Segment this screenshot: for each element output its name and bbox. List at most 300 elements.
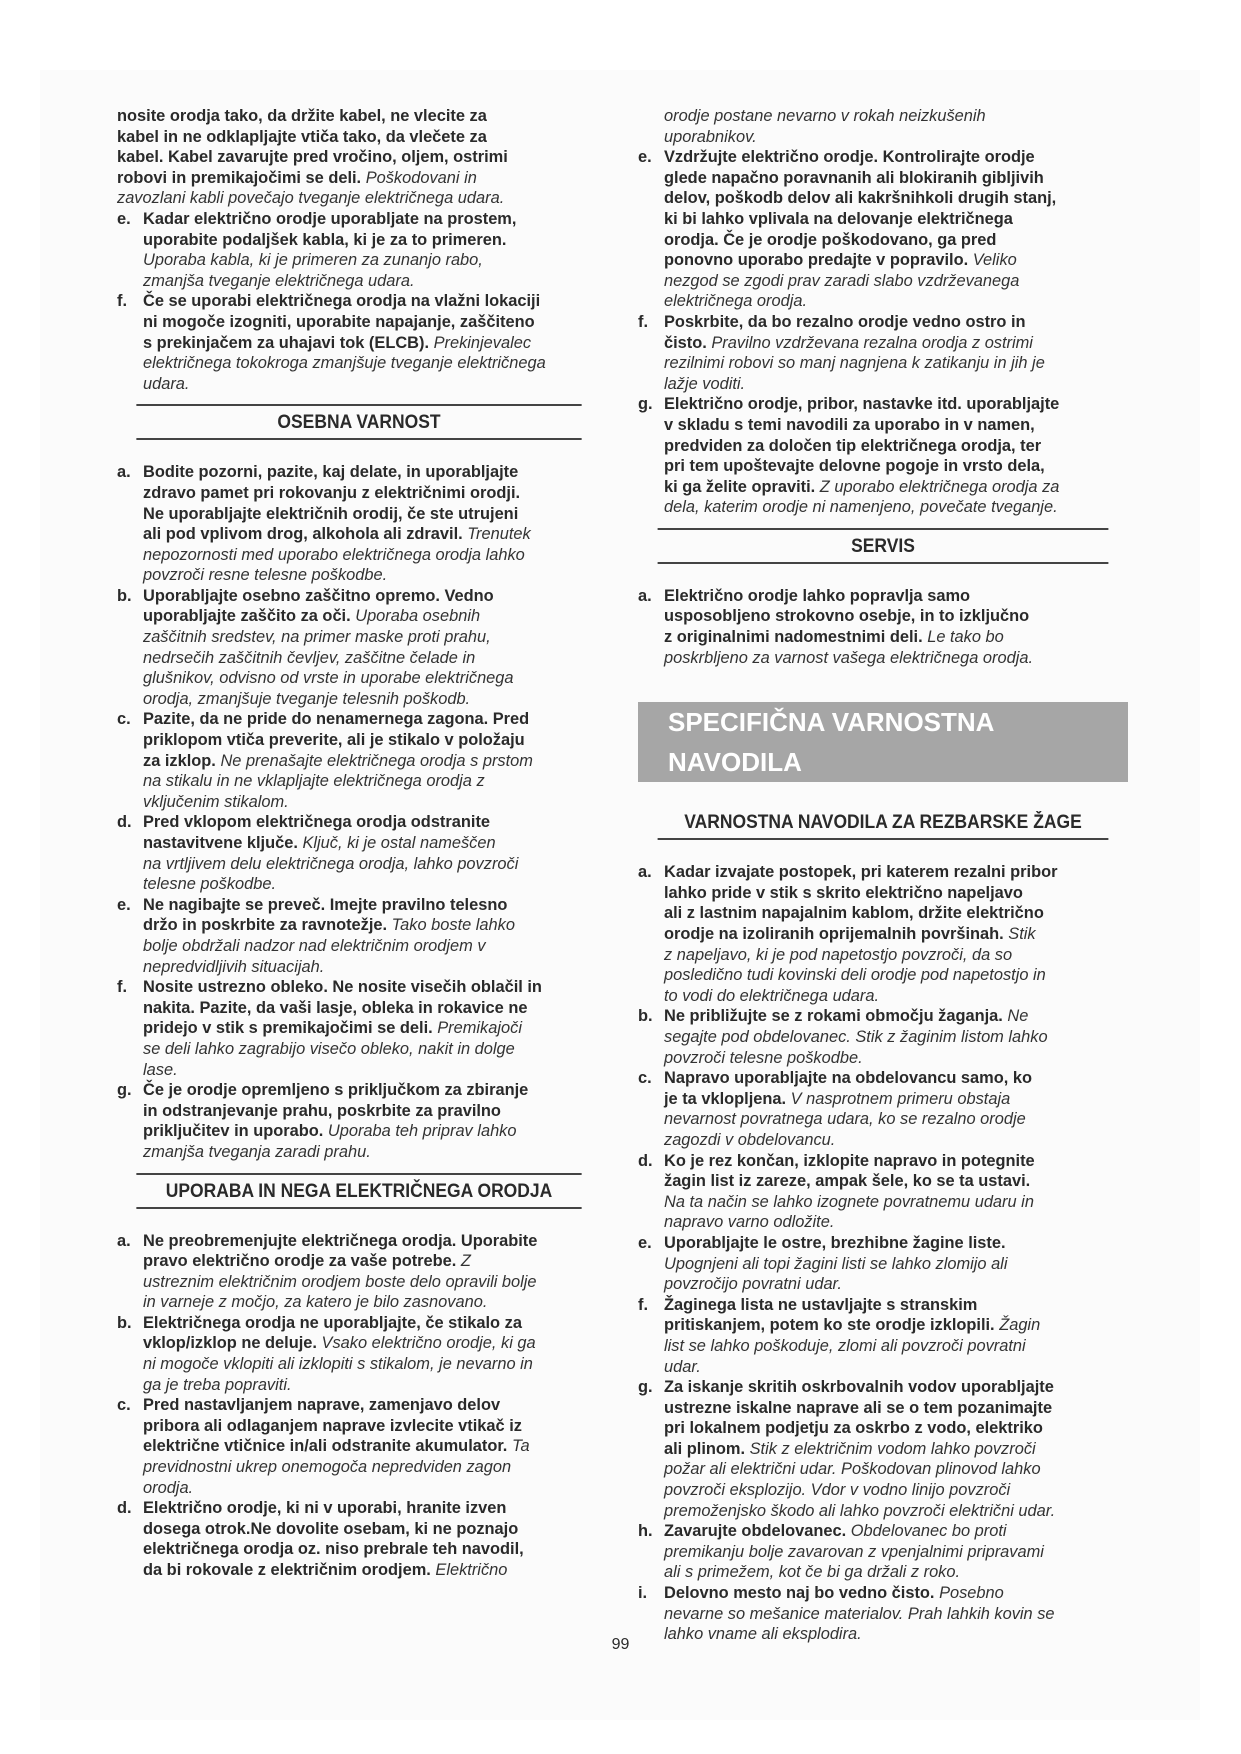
list-item-text xyxy=(143,291,601,394)
list-item-text xyxy=(664,1377,1128,1521)
list-marker: b. xyxy=(117,1313,132,1332)
text-line xyxy=(664,924,1128,945)
list-item xyxy=(638,862,1128,1006)
italic-text: ga je treba popraviti. xyxy=(143,1375,292,1394)
bold-text: električne vtičnice in/ali odstranite akumulator. xyxy=(143,1437,508,1456)
list-item-text xyxy=(664,394,1128,518)
italic-text: Upognjeni ali topi žagini listi se lahko zlomijo ali xyxy=(664,1254,1008,1273)
italic-text: Poškodovani in xyxy=(365,168,477,187)
text-line xyxy=(664,1151,1128,1172)
bold-text: čisto. xyxy=(664,333,707,352)
text-line xyxy=(143,709,601,730)
text-line xyxy=(143,504,601,525)
list-item xyxy=(117,1231,601,1313)
text-line xyxy=(664,477,1128,498)
list-marker: e. xyxy=(117,209,131,228)
text-line xyxy=(664,1274,1128,1295)
list-item-text xyxy=(143,709,601,812)
italic-text: Ne xyxy=(1007,1007,1029,1026)
italic-text: ni mogoče vklopiti ali izklopiti s stikalom, je nevarno in xyxy=(143,1355,533,1374)
text-line xyxy=(664,986,1128,1007)
bold-text: Ne preobremenjujte električnega orodja. Uporabite xyxy=(143,1231,538,1250)
list-marker: a. xyxy=(638,586,652,605)
text-line xyxy=(664,1501,1128,1522)
italic-text: Pravilno vzdrževana rezalna orodja z ostrimi xyxy=(711,333,1033,352)
list-item-text xyxy=(664,1006,1128,1068)
bold-text: pri lokalnem podjetju za oskrbo z vodo, elektriko xyxy=(664,1419,1043,1438)
text-line xyxy=(664,374,1128,395)
text-line xyxy=(143,1251,601,1272)
text-line xyxy=(664,415,1128,436)
text-line xyxy=(143,1333,601,1354)
list-marker: g. xyxy=(638,395,653,414)
text-line xyxy=(143,333,601,354)
list-item-text xyxy=(143,462,601,586)
list-item-text xyxy=(664,1068,1128,1150)
italic-text: vključenim stikalom. xyxy=(143,792,289,811)
italic-text: Le tako bo xyxy=(927,628,1004,647)
text-line xyxy=(664,1480,1128,1501)
text-line xyxy=(143,1060,601,1081)
bold-text: glede napačno poravnanih ali blokiranih gibljivih xyxy=(664,168,1044,187)
bold-text: predviden za določen tip električnega orodja, ter xyxy=(664,436,1042,455)
text-line xyxy=(143,854,601,875)
text-line xyxy=(664,127,1128,148)
italic-text: z napeljavo, ki je pod napetostjo povzroči, da so xyxy=(664,945,1013,964)
list-item-text xyxy=(143,1313,601,1395)
bold-text: Žaginega lista ne ustavljajte s stranskim xyxy=(664,1295,978,1314)
right-intro-paragraph xyxy=(638,106,1128,147)
list-item xyxy=(117,209,601,291)
text-line xyxy=(143,271,601,292)
text-line xyxy=(117,147,601,168)
italic-text: in varneje z močjo, za katero je bilo zasnovano. xyxy=(143,1293,488,1312)
bold-text: Električno orodje, pribor, nastavke itd. uporabljajte xyxy=(664,395,1060,414)
list-item-text xyxy=(143,1231,601,1313)
italic-text: Električno xyxy=(435,1561,508,1579)
text-line xyxy=(664,168,1128,189)
text-line xyxy=(143,1395,601,1416)
list-marker: c. xyxy=(117,1396,131,1415)
text-line xyxy=(143,771,601,792)
italic-text: električnega orodja. xyxy=(664,292,808,311)
italic-text: Ne prenašajte električnega orodja s prstom xyxy=(220,751,533,770)
italic-text: dela, katerim orodje ni namenjeno, povečate tveganje. xyxy=(664,498,1058,517)
text-line xyxy=(664,1192,1128,1213)
italic-text: nevarne so mešanice materialov. Prah lahkih kovin se xyxy=(664,1604,1055,1623)
right-column xyxy=(638,106,1128,1645)
italic-text: Trenutek xyxy=(467,525,531,544)
italic-text: list se lahko poškoduje, zlomi ali povzroči povratni xyxy=(664,1336,1026,1355)
text-line xyxy=(664,903,1128,924)
list-item-text xyxy=(664,862,1128,1006)
list-item-text xyxy=(664,1233,1128,1295)
text-line xyxy=(117,127,601,148)
list-marker: f. xyxy=(117,978,128,997)
italic-text: orodja, zmanjšuje tveganje telesnih poškodb. xyxy=(143,689,471,708)
list-marker: e. xyxy=(638,1233,652,1252)
list-item-text xyxy=(143,977,601,1080)
bold-text: v skladu s temi navodili za uporabo in v namen, xyxy=(664,415,1035,434)
italic-text: zmanjša tveganje električnega udara. xyxy=(143,271,415,290)
italic-text: V nasprotnem primeru obstaja xyxy=(790,1089,1011,1108)
bold-text: Kadar izvajate postopek, pri katerem rezalni pribor xyxy=(664,863,1058,882)
italic-text: lažje voditi. xyxy=(664,374,746,393)
italic-text: Stik xyxy=(1008,925,1036,944)
bold-text: z originalnimi nadomestnimi deli. xyxy=(664,628,923,647)
italic-text: Premikajoči xyxy=(437,1019,522,1038)
list-marker: c. xyxy=(117,710,131,729)
italic-text: nedrsečih zaščitnih čevljev, zaščitne čelade in xyxy=(143,648,476,667)
list-item xyxy=(638,1377,1128,1521)
text-line xyxy=(664,250,1128,271)
italic-text: Veliko xyxy=(972,251,1017,270)
list-marker: h. xyxy=(638,1522,653,1541)
text-line xyxy=(143,895,601,916)
text-line xyxy=(664,1109,1128,1130)
italic-text: udar. xyxy=(664,1357,701,1376)
text-line xyxy=(664,312,1128,333)
text-line xyxy=(664,188,1128,209)
text-line xyxy=(143,648,601,669)
list-item xyxy=(117,895,601,977)
italic-text: nepozornosti med uporabo električnega orodja lahko xyxy=(143,545,525,564)
italic-text: Z xyxy=(460,1252,471,1271)
italic-text: požar ali električni udar. Poškodovan plinovod lahko xyxy=(664,1460,1041,1479)
bold-text: orodja. Če je orodje poškodovano, ga pred xyxy=(664,230,997,249)
bold-text: Ko je rez končan, izklopite napravo in potegnite xyxy=(664,1151,1035,1170)
italic-text: bolje obdržali nadzor nad električnim orodjem v xyxy=(143,936,486,955)
text-line xyxy=(143,1272,601,1293)
bold-text: Delovno mesto naj bo vedno čisto. xyxy=(664,1584,935,1603)
list-item xyxy=(117,977,601,1080)
bold-text: Če je orodje opremljeno s priključkom za zbiranje xyxy=(143,1081,529,1100)
bold-text: za izklop. xyxy=(143,751,216,770)
text-line xyxy=(143,792,601,813)
list-item xyxy=(117,462,601,586)
bold-text: nosite orodja tako, da držite kabel, ne vlecite za xyxy=(117,107,487,125)
italic-text: ustreznim električnim orodjem boste delo opravili bolje xyxy=(143,1272,537,1291)
italic-text: telesne poškodbe. xyxy=(143,875,277,894)
text-line xyxy=(664,606,1128,627)
list-marker: d. xyxy=(117,1499,132,1518)
section-heading-uporaba-in-nega: UPORABA IN NEGA ELEKTRIČNEGA ORODJA xyxy=(136,1173,581,1209)
italic-text: segajte pod obdelovanec. Stik z žaginim listom lahko xyxy=(664,1028,1048,1046)
bold-text: vklop/izklop ne deluje. xyxy=(143,1334,317,1353)
bold-text: Bodite pozorni, pazite, kaj delate, in uporabljajte xyxy=(143,463,519,482)
bold-text: pribora ali odlaganjem naprave izvlecite vtikač iz xyxy=(143,1416,522,1435)
bold-text: Pazite, da ne pride do nenamernega zagona. Pred xyxy=(143,710,530,729)
osebna-varnost-list xyxy=(117,462,601,1162)
text-line xyxy=(143,998,601,1019)
bold-text: in odstranjevanje prahu, poskrbite za pravilno xyxy=(143,1101,501,1120)
text-line xyxy=(664,1439,1128,1460)
text-line xyxy=(664,1418,1128,1439)
italic-text: napravo varno odložite. xyxy=(664,1213,835,1232)
bold-text: Ne uporabljajte električnih orodij, če ste utrujeni xyxy=(143,504,519,523)
list-item xyxy=(638,394,1128,518)
bold-text: Ne nagibajte se preveč. Imejte pravilno telesno xyxy=(143,895,508,914)
text-line xyxy=(143,1142,601,1163)
text-line xyxy=(143,1457,601,1478)
text-line xyxy=(143,483,601,504)
list-item xyxy=(117,1395,601,1498)
italic-text: Na ta način se lahko izognete povratnemu udaru in xyxy=(664,1192,1034,1211)
bold-text: kabel. Kabel zavarujte pred vročino, oljem, ostrimi xyxy=(117,148,508,167)
bold-text: zdravo pamet pri rokovanju z električnimi orodji. xyxy=(143,483,521,502)
text-line xyxy=(143,606,601,627)
bold-text: uporabite podaljšek kabla, ki je za to primeren. xyxy=(143,230,507,249)
bold-text: lahko pride v stik s skrito električno napeljavo xyxy=(664,883,1023,902)
italic-text: zmanjša tveganja zaradi prahu. xyxy=(143,1142,371,1161)
text-line xyxy=(143,1018,601,1039)
bold-text: ustrezne iskalne naprave ali se o tem pozanimajte xyxy=(664,1398,1053,1417)
italic-text: povzroči resne telesne poškodbe. xyxy=(143,566,388,585)
text-line xyxy=(664,945,1128,966)
text-line xyxy=(143,957,601,978)
text-line xyxy=(664,1398,1128,1419)
bold-text: električnega orodja oz. niso prebrale teh navodil, xyxy=(143,1540,524,1559)
text-line xyxy=(117,168,601,189)
list-marker: f. xyxy=(638,312,649,331)
text-line xyxy=(664,1459,1128,1480)
list-item xyxy=(638,1233,1128,1295)
text-line xyxy=(143,353,601,374)
list-item-text xyxy=(143,586,601,710)
italic-text: Vsako električno orodje, ki ga xyxy=(321,1334,536,1353)
text-line xyxy=(664,1562,1128,1583)
text-line xyxy=(117,106,601,127)
italic-text: orodja. xyxy=(143,1478,194,1497)
text-line xyxy=(143,812,601,833)
list-item-text xyxy=(143,1080,601,1162)
list-marker: e. xyxy=(638,148,652,167)
bold-text: Napravo uporabljajte na obdelovancu samo, ko xyxy=(664,1069,1032,1088)
bold-text: žagin list iz zareze, ampak šele, ko se ta ustavi. xyxy=(664,1172,1031,1191)
text-line xyxy=(143,627,601,648)
text-line xyxy=(143,1313,601,1334)
italic-text: nepredvidljivih situacijah. xyxy=(143,957,325,976)
list-item-text xyxy=(664,1295,1128,1377)
text-line xyxy=(143,1539,601,1560)
italic-text: nezgod se zgodi prav zaradi slabo vzdrževanega xyxy=(664,271,1020,290)
list-item xyxy=(117,1313,601,1395)
text-line xyxy=(143,1416,601,1437)
list-item xyxy=(638,1295,1128,1377)
bold-text: Za iskanje skritih oskrbovalnih vodov uporabljajte xyxy=(664,1378,1054,1397)
bold-text: ni mogoče izogniti, uporabite napajanje, zaščiteno xyxy=(143,312,535,331)
bold-text: Pred vklopom električnega orodja odstranite xyxy=(143,813,491,832)
text-line xyxy=(664,209,1128,230)
rezbarske-zage-list xyxy=(638,862,1128,1645)
bold-text: uporabljajte zaščito za oči. xyxy=(143,607,351,626)
italic-text: posledično tudi kovinski deli orodje pod napetostjo in xyxy=(664,966,1046,985)
italic-text: lahko vname ali eksplodira. xyxy=(664,1625,862,1644)
text-line xyxy=(143,915,601,936)
italic-text: orodje postane nevarno v rokah neizkušenih xyxy=(664,107,986,125)
bold-text: Vzdržujte električno orodje. Kontrolirajte orodje xyxy=(664,148,1035,167)
bold-text: Poskrbite, da bo rezalno orodje vedno ostro in xyxy=(664,312,1026,331)
bold-text: Električno orodje lahko popravlja samo xyxy=(664,586,971,605)
text-line xyxy=(664,230,1128,251)
bold-text: priklopom vtiča preverite, ali je stikalo v položaju xyxy=(143,731,525,750)
list-item xyxy=(638,586,1128,668)
servis-list xyxy=(638,586,1128,668)
left-pre-list xyxy=(117,209,601,394)
bold-text: ali plinom. xyxy=(664,1439,746,1458)
italic-text: lase. xyxy=(143,1060,178,1079)
list-item xyxy=(117,291,601,394)
text-line xyxy=(664,586,1128,607)
italic-text: nevarnost povratnega udara, ko se rezalno orodje xyxy=(664,1110,1026,1129)
text-line xyxy=(143,1101,601,1122)
text-line xyxy=(664,291,1128,312)
text-line xyxy=(664,394,1128,415)
text-line xyxy=(664,627,1128,648)
list-item xyxy=(638,1068,1128,1150)
text-line xyxy=(143,462,601,483)
bold-text: kabel in ne odklapljajte vtiča tako, da vlečete za xyxy=(117,127,487,146)
text-line xyxy=(143,524,601,545)
bold-text: držo in poskrbite za ravnotežje. xyxy=(143,916,388,935)
left-column xyxy=(117,106,601,1581)
bold-text: nastavitvene ključe. xyxy=(143,834,298,852)
italic-text: Stik z električnim vodom lahko povzroči xyxy=(749,1439,1036,1458)
text-line xyxy=(143,1292,601,1313)
list-item-text xyxy=(664,147,1128,312)
italic-text: Uporaba osebnih xyxy=(355,607,481,626)
list-item-text xyxy=(143,1498,601,1580)
text-line xyxy=(143,874,601,895)
text-line xyxy=(143,1121,601,1142)
bold-text: ali pod vplivom drog, alkohola ali zdravil. xyxy=(143,525,463,544)
italic-text: glušnikov, odvisno od vrste in uporabe električnega xyxy=(143,669,514,688)
text-line xyxy=(143,209,601,230)
bold-text: Električnega orodja ne uporabljajte, če stikalo za xyxy=(143,1313,522,1332)
bold-text: delov, poškodb delov ali kakršnihkoli drugih stanj, xyxy=(664,189,1057,208)
bold-text: s prekinjačem za uhajavi tok (ELCB). xyxy=(143,333,430,352)
bold-text: ponovno uporabo predajte v popravilo. xyxy=(664,251,969,270)
italic-text: poskrbljeno za varnost vašega električnega orodja. xyxy=(664,648,1034,667)
text-line xyxy=(143,1519,601,1540)
bold-text: orodje na izoliranih oprijemalnih površinah. xyxy=(664,925,1004,944)
italic-text: Obdelovanec bo proti xyxy=(850,1522,1007,1541)
list-item-text xyxy=(143,895,601,977)
bold-text: pritiskanjem, potem ko ste orodje izklopili. xyxy=(664,1316,995,1335)
bold-text: robovi in premikajočimi se deli. xyxy=(117,168,362,187)
list-item xyxy=(117,1080,601,1162)
bold-text: Pred nastavljanjem naprave, zamenjavo delov xyxy=(143,1396,501,1415)
page-number: 99 xyxy=(611,1636,630,1653)
text-line xyxy=(664,1315,1128,1336)
list-item xyxy=(638,1521,1128,1583)
text-line xyxy=(143,1080,601,1101)
italic-text: to vodi do električnega udara. xyxy=(664,986,880,1005)
italic-text: povzročijo povratni udar. xyxy=(664,1275,842,1294)
list-item xyxy=(117,812,601,894)
italic-text: se deli lahko zagrabijo visečo obleko, nakit in dolge xyxy=(143,1039,515,1058)
text-line xyxy=(664,1130,1128,1151)
text-line xyxy=(664,271,1128,292)
list-marker: a. xyxy=(638,863,652,882)
italic-text: ali s primežem, kot če bi ga držali z roko. xyxy=(664,1563,961,1582)
list-item-text xyxy=(143,1395,601,1498)
italic-text: povzroči telesne poškodbe. xyxy=(664,1048,863,1067)
text-line xyxy=(664,1604,1128,1625)
text-line xyxy=(143,374,601,395)
list-marker: f. xyxy=(638,1295,649,1314)
italic-text: Žagin xyxy=(999,1316,1041,1335)
bold-text: pravo električno orodje za vaše potrebe. xyxy=(143,1252,457,1271)
text-line xyxy=(143,1231,601,1252)
list-item-text xyxy=(143,812,601,894)
italic-text: premikanju bolje zavarovan z vpenjalnimi pripravami xyxy=(664,1542,1044,1561)
bold-text: Električno orodje, ki ni v uporabi, hranite izven xyxy=(143,1499,507,1518)
bold-text: da bi rokovale z električnim orodjem. xyxy=(143,1561,431,1579)
list-marker: i. xyxy=(638,1584,648,1603)
text-line xyxy=(143,689,601,710)
text-line xyxy=(143,1354,601,1375)
text-line xyxy=(143,730,601,751)
text-line xyxy=(664,1027,1128,1048)
text-line xyxy=(143,1375,601,1396)
italic-text: Ta xyxy=(511,1437,530,1456)
text-line xyxy=(664,1357,1128,1378)
italic-text: Prekinjevalec xyxy=(433,333,532,352)
list-item-text xyxy=(664,312,1128,394)
text-line xyxy=(664,1171,1128,1192)
list-item-text xyxy=(143,209,601,291)
text-line xyxy=(143,977,601,998)
text-line xyxy=(664,1068,1128,1089)
italic-text: previdnostni ukrep onemogoča nepredviden zagon xyxy=(143,1458,512,1477)
italic-text: udara. xyxy=(143,374,190,393)
list-item xyxy=(117,1498,601,1580)
text-line xyxy=(143,250,601,271)
list-marker: a. xyxy=(117,1231,131,1250)
text-line xyxy=(664,497,1128,518)
text-line xyxy=(664,1583,1128,1604)
text-line xyxy=(143,668,601,689)
text-line xyxy=(664,333,1128,354)
text-line xyxy=(664,353,1128,374)
bold-text: priključitev in uporabo. xyxy=(143,1122,324,1141)
text-line xyxy=(143,936,601,957)
bold-text: Uporabljajte le ostre, brezhibne žagine liste. xyxy=(664,1233,1006,1252)
list-marker: e. xyxy=(117,895,131,914)
bold-text: ali z lastnim napajalnim kablom, držite električno xyxy=(664,904,1044,923)
bold-text: dosega otrok.Ne dovolite osebam, ki ne poznajo xyxy=(143,1519,519,1538)
text-line xyxy=(143,586,601,607)
italic-text: Posebno xyxy=(939,1584,1004,1603)
italic-text: Uporaba teh priprav lahko xyxy=(327,1122,517,1141)
text-line xyxy=(664,862,1128,883)
text-line xyxy=(664,1006,1128,1027)
text-line xyxy=(664,883,1128,904)
list-marker: g. xyxy=(638,1378,653,1397)
list-item xyxy=(638,312,1128,394)
section-heading-servis: SERVIS xyxy=(658,528,1109,564)
italic-text: zagozdi v obdelovancu. xyxy=(664,1130,836,1149)
text-line xyxy=(664,1212,1128,1233)
italic-text: Z uporabo električnega orodja za xyxy=(819,477,1060,496)
italic-text: Ključ, ki je ostal nameščen xyxy=(302,834,496,852)
list-marker: g. xyxy=(117,1081,132,1100)
italic-text: uporabnikov. xyxy=(664,127,757,146)
list-item-text xyxy=(664,1521,1128,1583)
bold-text: Če se uporabi električnega orodja na vlažni lokaciji xyxy=(143,292,541,311)
bold-text: ki ga želite opraviti. xyxy=(664,477,816,496)
